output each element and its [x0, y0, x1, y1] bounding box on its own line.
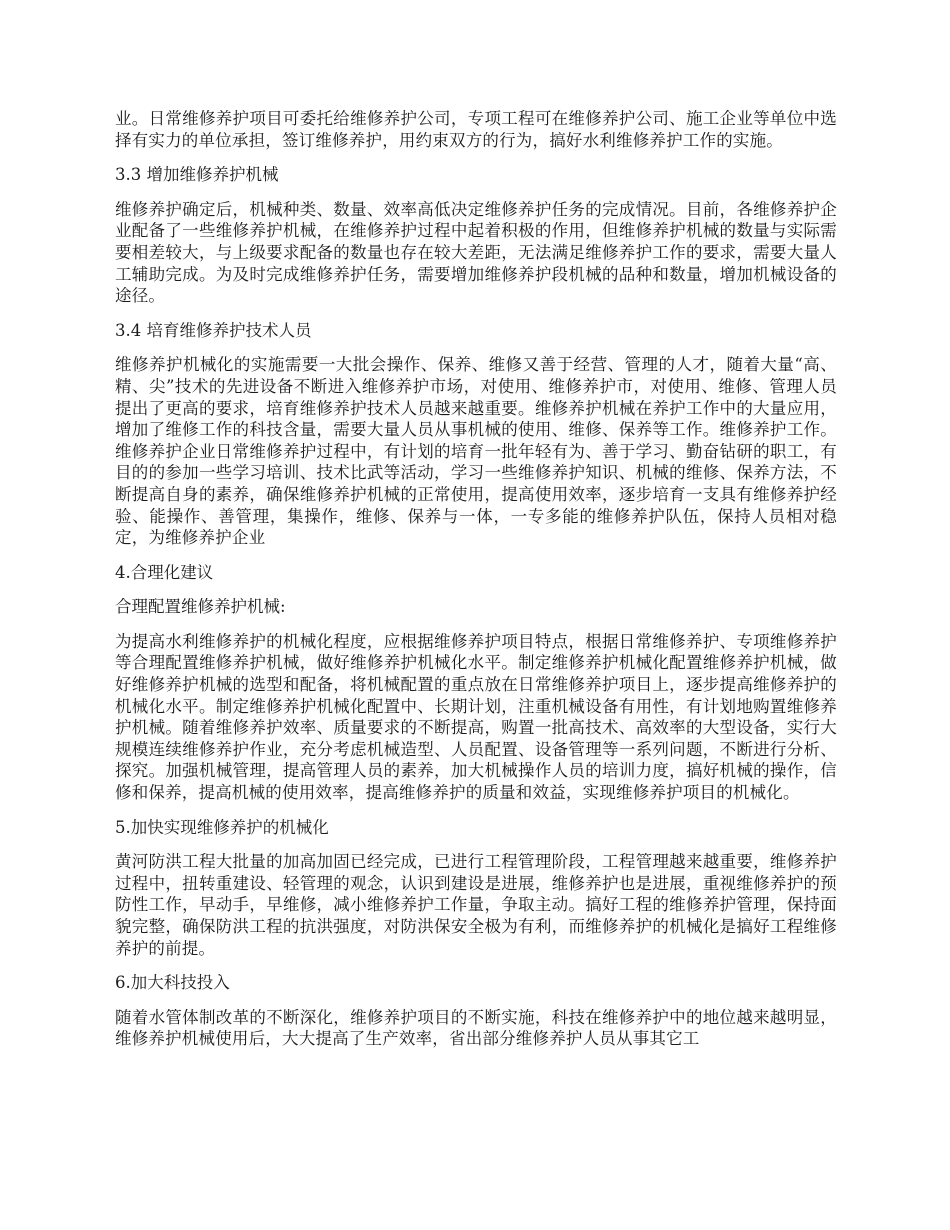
- heading-5: 5.加快实现维修养护的机械化: [115, 817, 329, 837]
- heading-4: 4.合理化建议: [115, 562, 214, 582]
- heading-3-4: 3.4 培育维修养护技术人员: [115, 320, 312, 340]
- paragraph-3-3: 维修养护确定后，机械种类、数量、效率高低决定维修养护任务的完成情况。目前，各维修养护企业配备了一些维修养护机械，在维修养护过程中起着积极的作用，但维修养护机械的数量与实际需要相差较大，与上级要求配备的数量也存在较大差距，无法满足维修养护工作的要求，需要大量人工辅助完成。为及时完成维修养护任务，需要增加维修养护段机械的品种和数量，增加机械设备的途径。: [115, 199, 837, 306]
- document-page: [115, 108, 837, 1063]
- paragraph-intro-continued: 业。日常维修养护项目可委托给维修养护公司，专项工程可在维修养护公司、施工企业等单位中选择有实力的单位承担，签订维修养护，用约束双方的行为，搞好水利维修养护工作的实施。: [115, 109, 837, 150]
- subheading-4: 合理配置维修养护机械:: [115, 597, 286, 617]
- paragraph-3-4: 维修养护机械化的实施需要一大批会操作、保养、维修又善于经营、管理的人才，随着大量“高、精、尖”技术的先进设备不断进入维修养护市场，对使用、维修养护市，对使用、维修、管理人员提出了更高的要求，培育维修养护技术人员越来越重要。维修养护机械在养护工作中的大量应用，增加了维修工作的科技含量，需要大量人员从事机械的使用、维修、保养等工作。维修养护工作。维修养护企业日常维修养护过程中，有计划的培育一批年轻有为、善于学习、勤奋钻研的职工，有目的的参加一些学习培训、技术比武等活动，学习一些维修养护知识、机械的维修、保养方法，不断提高自身的素养，确保维修养护机械的正常使用，提高使用效率，逐步培育一支具有维修养护经验、能操作、善管理，集操作，维修、保养与一体，一专多能的维修养护队伍，保持人员相对稳定，为维修养护企业: [115, 355, 837, 548]
- paragraph-4: 为提高水利维修养护的机械化程度，应根据维修养护项目特点，根据日常维修养护、专项维修养护等合理配置维修养护机械，做好维修养护机械化水平。制定维修养护机械化配置维修养护机械，做好维修养护机械的选型和配备，将机械配置的重点放在日常维修养护项目上，逐步提高维修养护的机械化水平。制定维修养护机械化配置中、长期计划，注重机械设备有用性，有计划地购置维修养护机械。随着维修养护效率、质量要求的不断提高，购置一批高技术、高效率的大型设备，实行大规模连续维修养护作业，充分考虑机械造型、人员配置、设备管理等一系列问题，不断进行分析、探究。加强机械管理，提高管理人员的素养，加大机械操作人员的培训力度，搞好机械的操作，信修和保养，提高机械的使用效率，提高维修养护的质量和效益，实现维修养护项目的机械化。: [115, 631, 837, 803]
- paragraph-6: 随着水管体制改革的不断深化，维修养护项目的不断实施，科技在维修养护中的地位越来越明显，维修养护机械使用后，大大提高了生产效率，省出部分维修养护人员从事其它工: [115, 1007, 837, 1049]
- paragraph-5: 黄河防洪工程大批量的加高加固已经完成，已进行工程管理阶段，工程管理越来越重要，维修养护过程中，扭转重建设、轻管理的观念，认识到建设是进展，维修养护也是进展，重视维修养护的预防性工作，早动手，早维修，减小维修养护工作量，争取主动。搞好工程的维修养护管理，保持面貌完整，确保防洪工程的抗洪强度，对防洪保安全极为有利，而维修养护的机械化是搞好工程维修养护的前提。: [115, 852, 837, 958]
- heading-3-3: 3.3 增加维修养护机械: [115, 165, 279, 185]
- heading-6: 6.加大科技投入: [115, 973, 230, 993]
